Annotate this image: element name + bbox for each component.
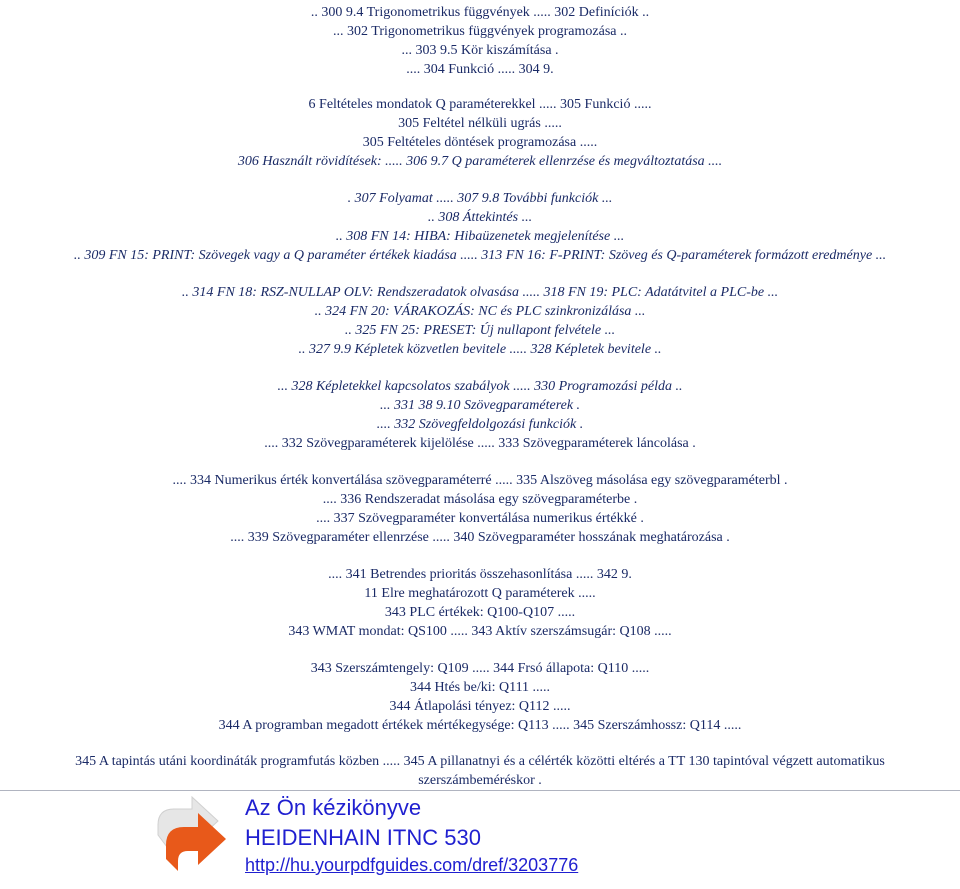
toc-line: 11 Elre meghatározott Q paraméterek ..... [364,586,596,601]
source-link[interactable]: http://hu.yourpdfguides.com/dref/3203776 [245,855,579,875]
toc-line-text: .. 308 Áttekintés ... [427,210,533,225]
toc-line-text: .. 324 FN 20: VÁRAKOZÁS: NC és PLC szinkronizálása ... [314,304,646,319]
toc-line [0,340,960,359]
toc-line [0,396,960,415]
toc-line [0,246,960,265]
toc-line: ... 303 9.5 Kör kiszámítása . [401,43,559,58]
toc-line: 344 Htés be/ki: Q111 ..... [409,680,551,695]
toc-line: 343 Szerszámtengely: Q109 ..... 344 Frsó állapota: Q110 ..... [310,661,650,676]
toc-line: 343 PLC értékek: Q100-Q107 ..... [384,605,576,620]
toc-line [0,415,960,434]
toc-line-text: 306 Használt rövidítések: ..... 306 9.7 Q paraméterek ellenrzése és megváltoztatása .... [237,154,723,169]
toc-line-text: ... 328 Képletekkel kapcsolatos szabályok ..... 330 Programozási példa .. [277,379,683,394]
toc-line [0,302,960,321]
toc-line: 305 Feltétel nélküli ugrás ..... [398,116,562,131]
toc-line-text: ... 331 38 9.10 Szövegparaméterek . [379,398,581,413]
toc-line-text: .. 327 9.9 Képletek közvetlen bevitele ..... 328 Képletek bevitele .. [298,342,662,357]
toc-line: 345 A tapintás utáni koordináták programfutás közben ..... 345 A pillanatnyi és a célérték közötti eltérés a TT 130 tapintóval végzett automatikus szerszámbeméréskor . [75,754,885,788]
pdf-arrow-icon [152,795,230,873]
toc-line: 305 Feltételes döntések programozása ..... [362,135,598,150]
manual-title: Az Ön kézikönyve [245,795,422,820]
toc-line: .... 336 Rendszeradat másolása egy szövegparaméterbe . [322,492,638,507]
toc-line: .... 337 Szövegparaméter konvertálása numerikus értékké . [316,511,644,526]
toc-line: .... 304 Funkció ..... 304 9. [406,62,554,77]
toc-line-text: .... 332 Szövegfeldolgozási funkciók . [376,417,584,432]
toc-line [0,227,960,246]
toc-line: 344 Átlapolási tényez: Q112 ..... [389,699,571,714]
toc-line: .. 300 9.4 Trigonometrikus függvények ..... 302 Definíciók .. [310,5,650,20]
footer-banner [0,790,960,889]
toc-line [0,377,960,396]
toc-line [0,321,960,340]
toc-line: .... 341 Betrendes prioritás összehasonlítása ..... 342 9. [328,567,632,582]
toc-line-text: .. 309 FN 15: PRINT: Szövegek vagy a Q paraméter értékek kiadása ..... 313 FN 16: F-PRINT: Szöveg és Q-paraméterek formázott eredménye ... [73,248,887,263]
toc-line [0,283,960,302]
toc-line: .... 334 Numerikus érték konvertálása szövegparaméterré ..... 335 Alszöveg másolása egy szövegparaméterbl . [172,473,788,488]
toc-line-text: .. 308 FN 14: HIBA: Hibaüzenetek megjelenítése ... [335,229,625,244]
toc-line-text: .. 314 FN 18: RSZ-NULLAP OLV: Rendszeradatok olvasása ..... 318 FN 19: PLC: Adatátvitel a PLC-be ... [181,285,779,300]
toc-line: 344 A programban megadott értékek mértékegysége: Q113 ..... 345 Szerszámhossz: Q114 ..... [218,718,742,733]
toc-line: .... 339 Szövegparaméter ellenrzése ..... 340 Szövegparaméter hosszának meghatározása . [230,530,730,545]
toc-line-text: . 307 Folyamat ..... 307 9.8 További funkciók ... [347,191,613,206]
toc-line: 6 Feltételes mondatok Q paraméterekkel ..... 305 Funkció ..... [308,97,652,112]
toc-line: .... 332 Szövegparaméterek kijelölése ..... 333 Szövegparaméterek láncolása . [264,436,696,451]
product-name: HEIDENHAIN ITNC 530 [245,825,481,850]
toc-line [0,208,960,227]
toc-line: 343 WMAT mondat: QS100 ..... 343 Aktív szerszámsugár: Q108 ..... [288,624,672,639]
toc-line-text: .. 325 FN 25: PRESET: Új nullapont felvétele ... [344,323,616,338]
toc-line: ... 302 Trigonometrikus függvények programozása .. [333,24,627,39]
toc-line [0,189,960,208]
toc-line [0,152,960,171]
